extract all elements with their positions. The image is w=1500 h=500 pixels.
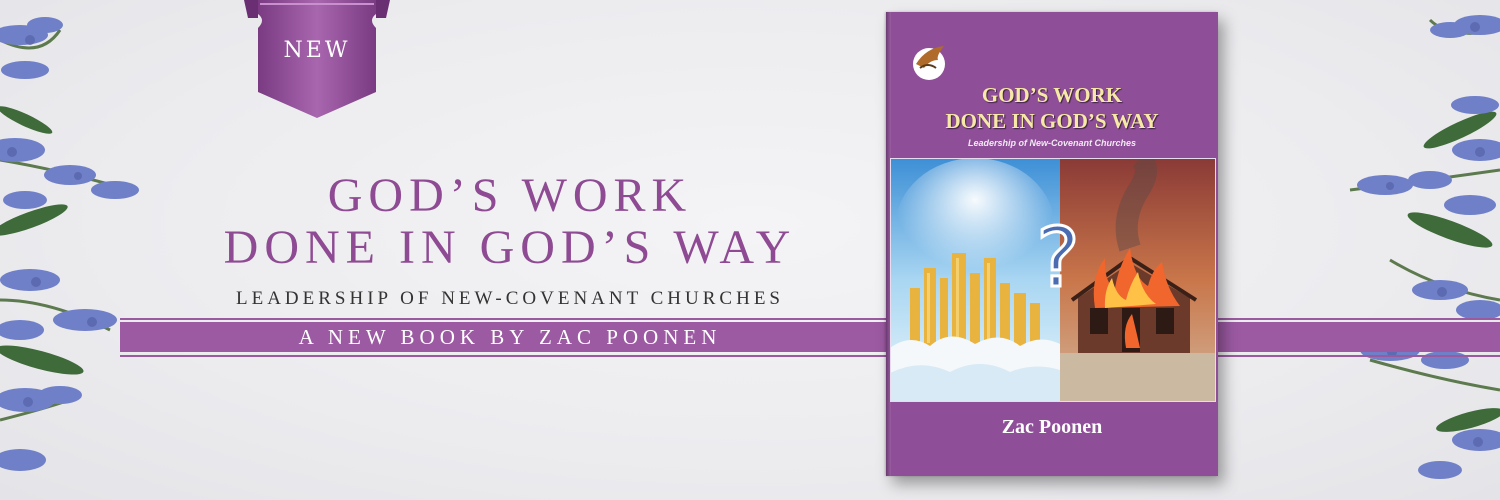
book-title-line-2: DONE IN GOD’S WAY: [945, 109, 1159, 133]
subtitle: LEADERSHIP OF NEW-COVENANT CHURCHES: [236, 288, 784, 309]
band-top-rule: [120, 318, 1500, 320]
band-text: A NEW BOOK BY ZAC POONEN: [298, 325, 722, 349]
lavender-right-decoration: [1330, 0, 1500, 500]
book-subtitle: Leadership of New-Covenant Churches: [967, 138, 1137, 148]
ribbon-label: NEW: [283, 38, 351, 63]
title-line-2: DONE IN GOD’S WAY: [223, 221, 797, 274]
book-title-line-1: GOD’S WORK: [981, 83, 1123, 107]
lavender-left-decoration: [0, 0, 170, 500]
book-title: [886, 82, 1218, 134]
book-cover-illustration: [890, 158, 1216, 402]
book-author: Zac Poonen: [1001, 416, 1103, 438]
new-ribbon: [244, 0, 390, 118]
dove-logo-icon: [906, 38, 952, 84]
headline: [190, 170, 830, 310]
band-bottom-rule: [120, 355, 1500, 357]
question-mark: ?: [1036, 211, 1080, 306]
book-cover: [886, 12, 1218, 476]
title-line-1: GOD’S WORK: [327, 169, 693, 222]
